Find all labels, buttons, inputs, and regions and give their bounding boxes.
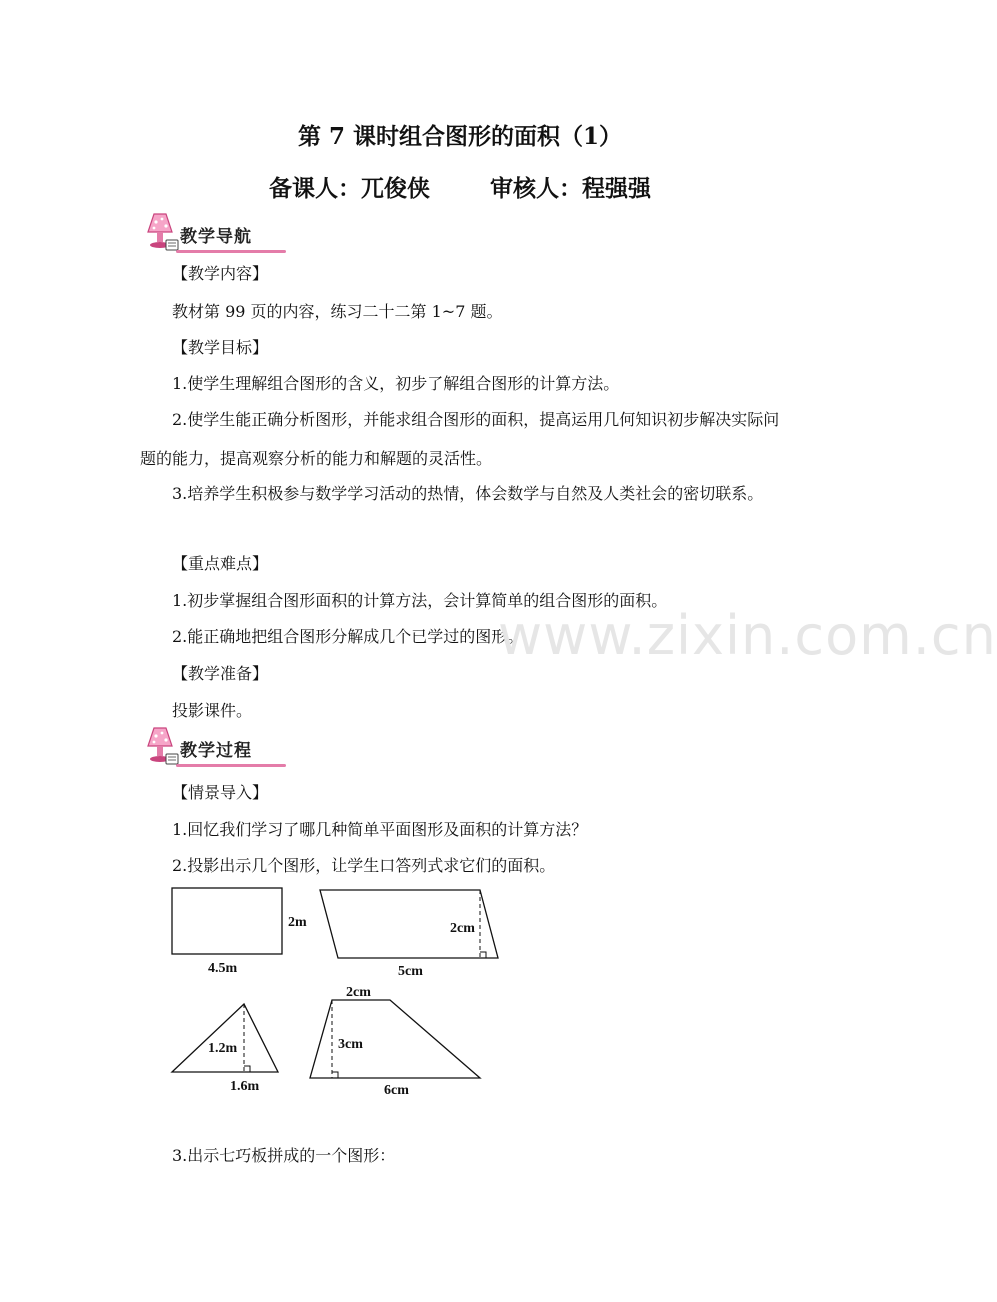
section-badge-guide: [140, 210, 300, 260]
heading-intro: 【情景导入】: [172, 783, 269, 802]
geometry-figures: [160, 880, 520, 1100]
trap-bottom-label: 6cm: [384, 1083, 409, 1098]
text-teaching-content: 教材第 99 页的内容，练习二十二第 1~7 题。: [172, 302, 503, 321]
goal-1: 1.使学生理解组合图形的含义，初步了解组合图形的计算方法。: [172, 374, 620, 393]
intro-2: 2.投影出示几个图形，让学生口答列式求它们的面积。: [172, 856, 556, 875]
reviewer: 审核人：程强强: [490, 175, 651, 202]
heading-teaching-content: 【教学内容】: [172, 264, 269, 283]
section-badge-process: [140, 724, 300, 774]
goal-2: 2.使学生能正确分析图形，并能求组合图形的面积，提高运用几何知识初步解决实际问题的能力，提高观察分析的能力和解题的灵活性。: [140, 410, 780, 468]
key-point-2: 2.能正确地把组合图形分解成几个已学过的图形。: [172, 627, 524, 646]
author-line: [0, 170, 920, 203]
key-point-1: 1.初步掌握组合图形面积的计算方法，会计算简单的组合图形的面积。: [172, 591, 668, 610]
text-preparation: 投影课件。: [172, 701, 253, 720]
page-title: 第 7 课时组合图形的面积（1）: [297, 123, 623, 150]
tri-height-label: 1.2m: [208, 1041, 238, 1056]
intro-3: 3.出示七巧板拼成的一个图形：: [172, 1146, 396, 1165]
intro-1: 1.回忆我们学习了哪几种简单平面图形及面积的计算方法？: [172, 820, 588, 839]
section-badge-label: 教学过程: [180, 741, 252, 761]
trap-top-label: 2cm: [346, 985, 371, 1000]
tri-base-label: 1.6m: [230, 1079, 260, 1094]
rect-height-label: 2m: [288, 915, 307, 930]
goal-3: 3.培养学生积极参与数学学习活动的热情，体会数学与自然及人类社会的密切联系。: [172, 484, 764, 503]
trapezoid-figure: [310, 985, 480, 1098]
trap-height-label: 3cm: [338, 1037, 363, 1052]
section-badge-label: 教学导航: [180, 227, 252, 247]
watermark: www.zixin.com.cn: [498, 604, 997, 667]
badge-underline: [176, 764, 286, 767]
lamp-icon: [140, 724, 180, 774]
badge-underline: [176, 250, 286, 253]
triangle-figure: [172, 1004, 278, 1094]
heading-preparation: 【教学准备】: [172, 664, 269, 683]
parallelogram-figure: [320, 890, 498, 979]
preparer: 备课人：兀俊侠: [269, 175, 430, 202]
lamp-icon: [140, 210, 180, 260]
heading-key-points: 【重点难点】: [172, 554, 269, 573]
rectangle-figure: [172, 888, 307, 976]
rect-width-label: 4.5m: [208, 961, 238, 976]
para-base-label: 5cm: [398, 964, 423, 979]
para-height-label: 2cm: [450, 921, 475, 936]
heading-teaching-goals: 【教学目标】: [172, 338, 269, 357]
